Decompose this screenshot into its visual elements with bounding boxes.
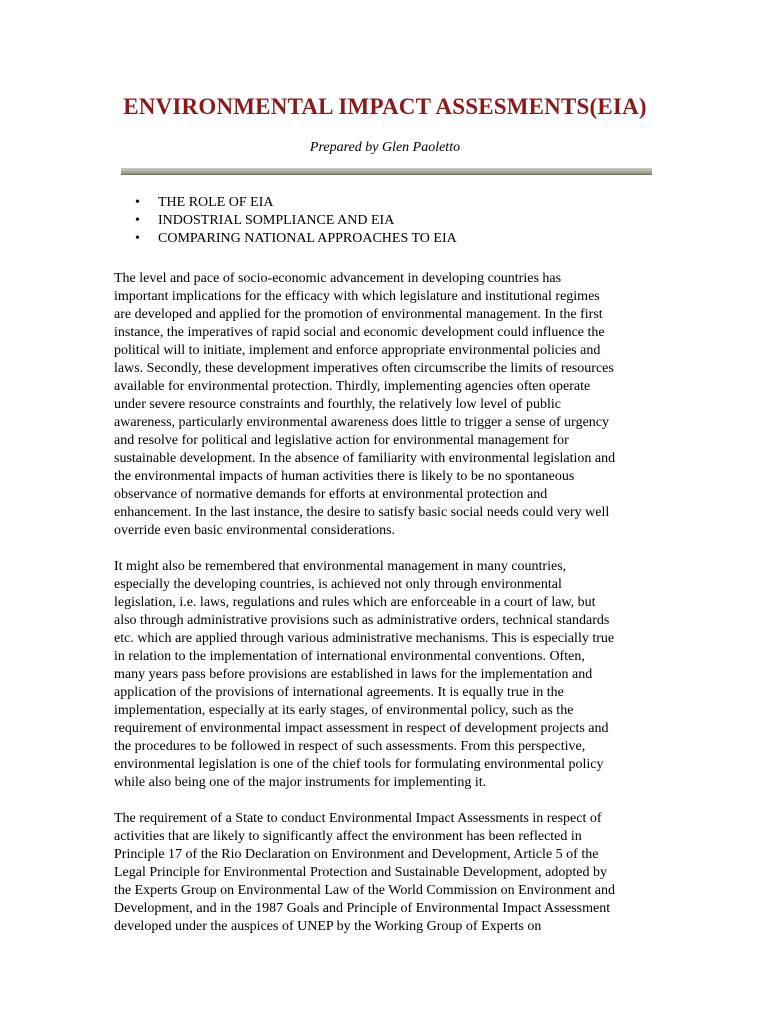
paragraph-line: awareness, particularly environmental awareness does little to trigger a sense of urgency <box>114 415 610 430</box>
paragraph-line: while also being one of the major instruments for implementing it. <box>114 775 487 790</box>
bullet-icon: • <box>135 213 140 228</box>
bullet-icon: • <box>135 231 140 246</box>
list-item-text: COMPARING NATIONAL APPROACHES TO EIA <box>158 231 457 246</box>
paragraph-line: political will to initiate, implement and enforce appropriate environmental policies and <box>114 343 601 358</box>
paragraph-line: the environmental impacts of human activities there is likely to be no spontaneous <box>114 469 575 484</box>
paragraph <box>114 270 656 540</box>
horizontal-rule <box>121 168 652 175</box>
paragraph-line: Development, and in the 1987 Goals and Principle of Environmental Impact Assessment <box>114 901 611 916</box>
paragraph-line: Legal Principle for Environmental Protection and Sustainable Development, adopted by <box>114 865 607 880</box>
paragraph-line: also through administrative provisions such as administrative orders, technical standards <box>114 613 610 628</box>
list-item <box>134 230 656 248</box>
paragraph <box>114 558 656 792</box>
paragraph-line: many years pass before provisions are established in laws for the implementation and <box>114 667 593 682</box>
paragraph-line: enhancement. In the last instance, the desire to satisfy basic social needs could very well <box>114 505 610 520</box>
list-item <box>134 194 656 212</box>
paragraph-line: observance of normative demands for efforts at environmental protection and <box>114 487 548 502</box>
document-subtitle: Prepared by Glen Paoletto <box>309 140 461 155</box>
paragraph-line: available for environmental protection. Thirdly, implementing agencies often operate <box>114 379 591 394</box>
paragraph-line: It might also be remembered that environmental management in many countries, <box>114 559 567 574</box>
list-item <box>134 212 656 230</box>
paragraph-line: The requirement of a State to conduct Environmental Impact Assessments in respect of <box>114 811 602 826</box>
paragraph-line: The level and pace of socio-economic advancement in developing countries has <box>114 271 562 286</box>
paragraph-line: are developed and applied for the promotion of environmental management. In the first <box>114 307 603 322</box>
paragraph-line: Principle 17 of the Rio Declaration on Environment and Development, Article 5 of the <box>114 847 599 862</box>
paragraph-line: legislation, i.e. laws, regulations and rules which are enforceable in a court of law, but <box>114 595 596 610</box>
paragraph-line: instance, the imperatives of rapid social and economic development could influence the <box>114 325 605 340</box>
paragraph-line: and resolve for political and legislative action for environmental management for <box>114 433 569 448</box>
paragraph-line: the Experts Group on Environmental Law of the World Commission on Environment and <box>114 883 615 898</box>
paragraph-line: the procedures to be followed in respect of such assessments. From this perspective, <box>114 739 586 754</box>
paragraph-line: developed under the auspices of UNEP by the Working Group of Experts on <box>114 919 542 934</box>
paragraph-line: activities that are likely to significantly affect the environment has been reflected in <box>114 829 582 844</box>
paragraph-line: sustainable development. In the absence of familiarity with environmental legislation and <box>114 451 616 466</box>
paragraph-line: etc. which are applied through various administrative mechanisms. This is especially true <box>114 631 615 646</box>
document-title: ENVIRONMENTAL IMPACT ASSESMENTS(EIA) <box>123 94 647 119</box>
paragraph-line: in relation to the implementation of international environmental conventions. Often, <box>114 649 585 664</box>
paragraph <box>114 810 656 936</box>
paragraph-line: under severe resource constraints and fourthly, the relatively low level of public <box>114 397 561 412</box>
paragraph-line: important implications for the efficacy with which legislature and institutional regimes <box>114 289 600 304</box>
paragraph-line: application of the provisions of international agreements. It is equally true in the <box>114 685 564 700</box>
paragraph-line: environmental legislation is one of the chief tools for formulating environmental policy <box>114 757 604 772</box>
bullet-icon: • <box>135 195 140 210</box>
paragraph-line: requirement of environmental impact assessment in respect of development projects and <box>114 721 609 736</box>
topic-list <box>114 194 656 248</box>
document-page <box>114 94 656 936</box>
paragraph-line: override even basic environmental considerations. <box>114 523 396 538</box>
paragraph-line: especially the developing countries, is achieved not only through environmental <box>114 577 562 592</box>
list-item-text: THE ROLE OF EIA <box>158 195 274 210</box>
paragraph-line: implementation, especially at its early stages, of environmental policy, such as the <box>114 703 574 718</box>
list-item-text: INDOSTRIAL SOMPLIANCE AND EIA <box>158 213 395 228</box>
paragraph-line: laws. Secondly, these development imperatives often circumscribe the limits of resources <box>114 361 614 376</box>
